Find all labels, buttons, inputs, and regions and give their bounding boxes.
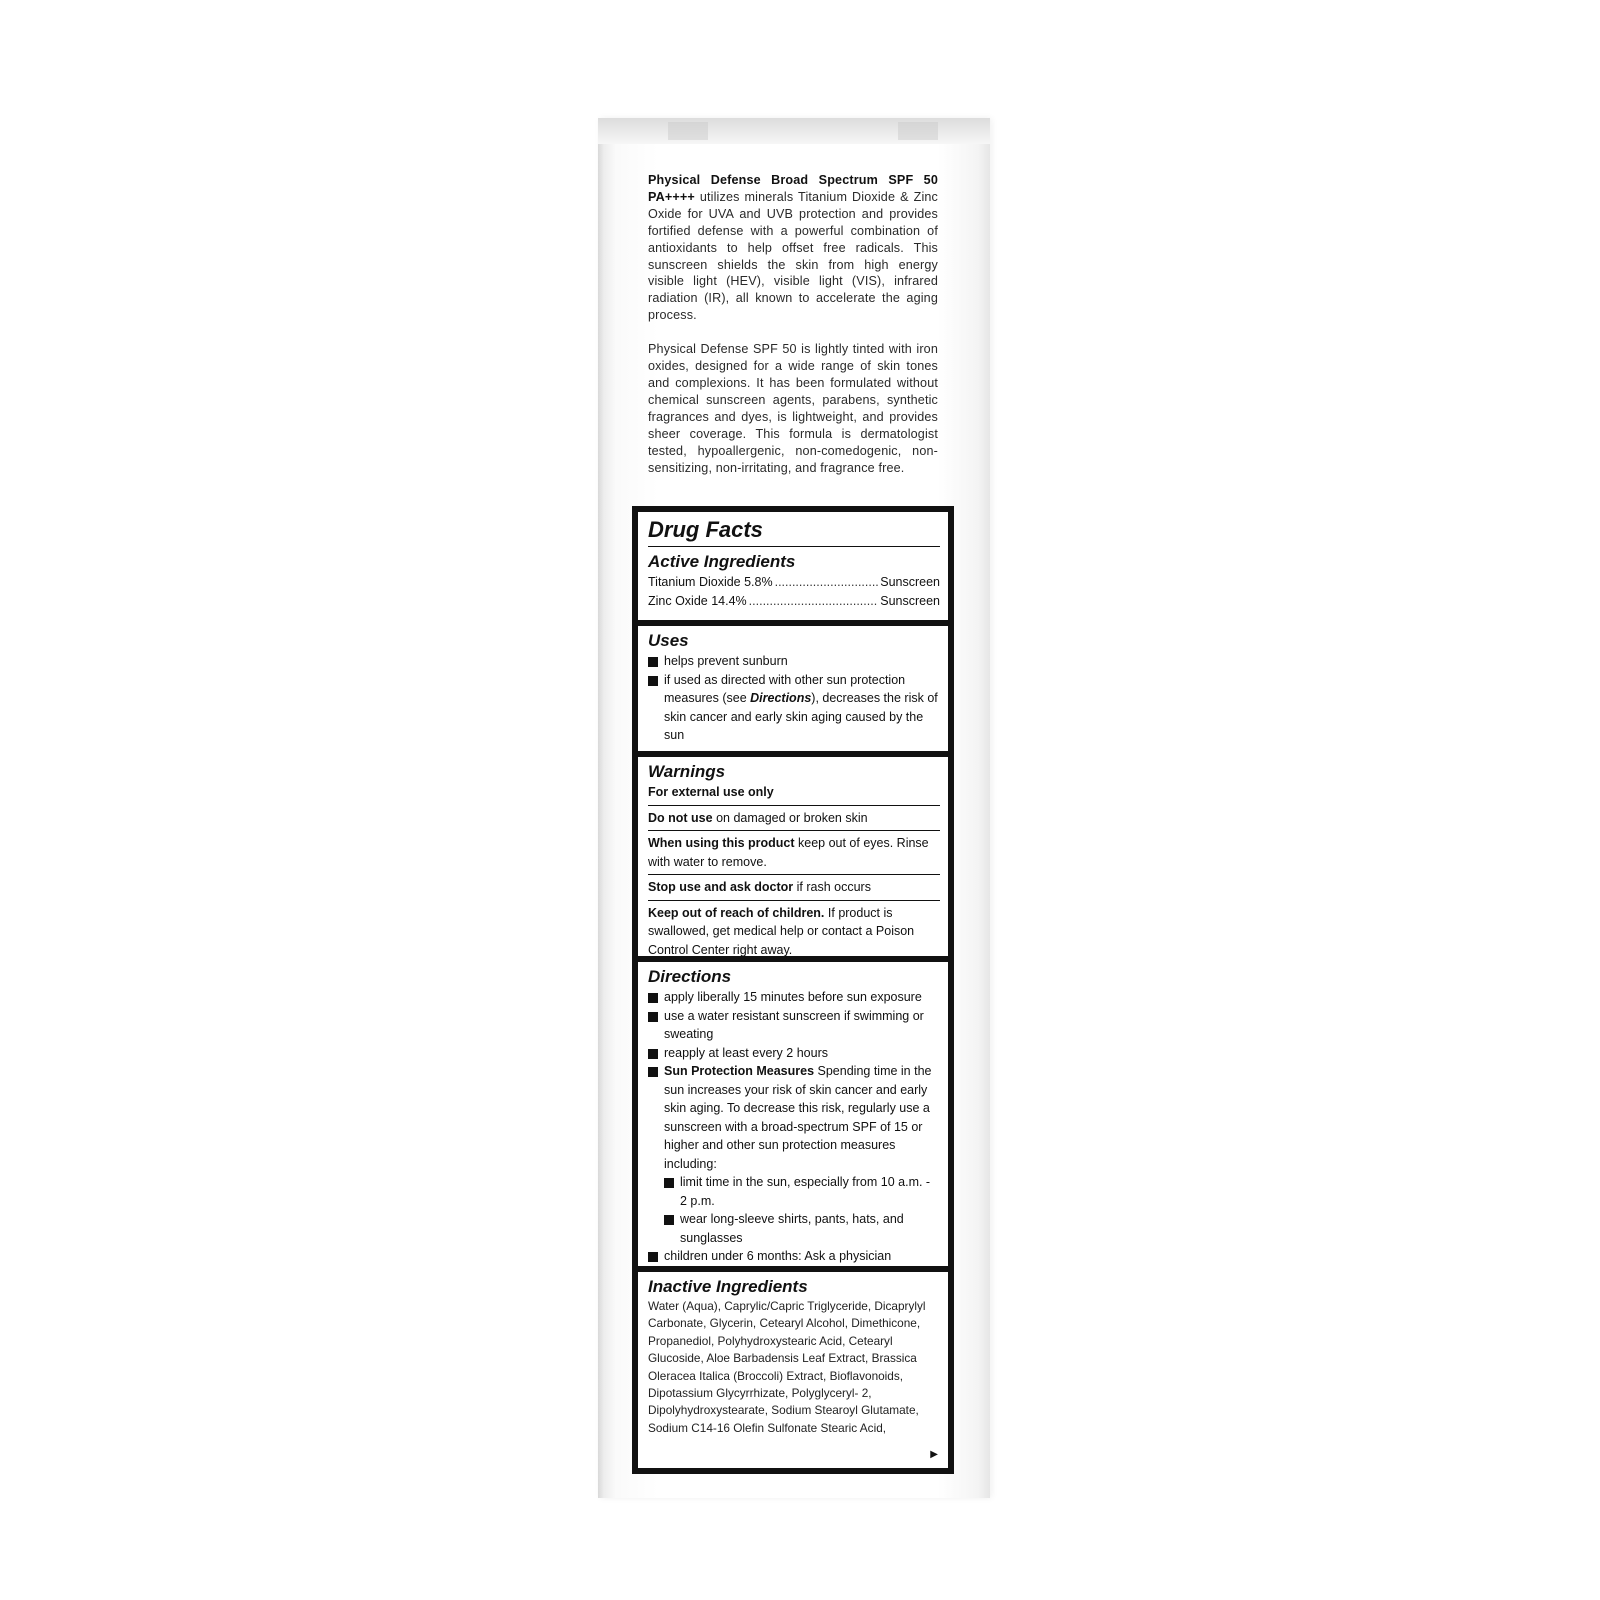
ingredient-name: Titanium Dioxide 5.8%: [648, 575, 773, 589]
directions-heading: Directions: [648, 967, 732, 986]
ingredient-row: [648, 573, 940, 592]
description-text: utilizes minerals Titanium Dioxide & Zinc Oxide for UVA and UVB protection and provides fortified defense with a powerful combination of antioxidants to help offset free radicals. This sunscreen shields the skin from high energy visible light (HEV), visible light (VIS), infrared radiation (IR), all known to accelerate the aging process.: [648, 189, 938, 323]
product-description: [648, 172, 938, 493]
bullet-square-icon: [648, 1067, 658, 1077]
directions-item: children under 6 months: Ask a physician: [648, 1247, 940, 1266]
warnings-section: [638, 757, 948, 956]
warnings-heading: Warnings: [648, 762, 726, 781]
active-ingredients-section: [638, 512, 948, 620]
inactive-ingredients-heading: Inactive Ingredients: [648, 1277, 808, 1296]
warning-line: For external use only: [648, 783, 940, 806]
bullet-square-icon: [664, 1215, 674, 1225]
bullet-square-icon: [648, 993, 658, 1003]
warning-line: Stop use and ask doctor if rash occurs: [648, 878, 940, 901]
drug-facts-title: Drug Facts: [648, 516, 940, 547]
box-top-flap: [598, 118, 990, 144]
tape-strip: [898, 122, 938, 140]
description-paragraph-2: Physical Defense SPF 50 is lightly tinted with iron oxides, designed for a wide range of skin tones and complexions. It has been formulated without chemical sunscreen agents, parabens, synthetic fragrances and dyes, is lightweight, and provides sheer coverage. This formula is dermatologist tested, hypoallergenic, non-comedogenic, non-sensitizing, non-irritating, and fragrance free.: [648, 342, 938, 475]
warning-line: Keep out of reach of children. If product is swallowed, get medical help or contact a Poison Control Center right away.: [648, 905, 915, 957]
ingredient-name: Zinc Oxide 14.4%: [648, 593, 747, 608]
warning-line: When using this product keep out of eyes. Rinse with water to remove.: [648, 834, 940, 875]
bullet-square-icon: [648, 1049, 658, 1059]
directions-subitem: wear long-sleeve shirts, pants, hats, and sunglasses: [648, 1210, 940, 1247]
uses-item: helps prevent sunburn: [648, 652, 940, 671]
description-paragraph-1: [648, 172, 938, 324]
warning-line: Do not use on damaged or broken skin: [648, 809, 940, 832]
directions-item: Sun Protection Measures Spending time in the sun increases your risk of skin cancer and early skin aging. To decrease this risk, regularly use a sunscreen with a broad-spectrum SPF of 15 or higher and other sun protection measures including:: [648, 1062, 940, 1173]
bullet-square-icon: [648, 657, 658, 667]
directions-subitem: limit time in the sun, especially from 10 a.m. - 2 p.m.: [648, 1173, 940, 1210]
inactive-ingredients-section: [638, 1272, 948, 1468]
tape-strip: [668, 122, 708, 140]
inactive-ingredients-text: Water (Aqua), Caprylic/Capric Triglyceride, Dicaprylyl Carbonate, Glycerin, Cetearyl Alcohol, Dimethicone, Propanediol, Polyhydroxystearic Acid, Cetearyl Glucoside, Aloe Barbadensis Leaf Extract, Brassica Oleracea Italica (Broccoli) Extract, Bioflavonoids, Dipotassium Glycyrrhizate, Polyglyceryl- 2, Dipolyhydroxystearate, Sodium Stearoyl Glutamate, Sodium C14-16 Olefin Sulfonate Stearic Acid,: [648, 1299, 926, 1435]
directions-item: reapply at least every 2 hours: [648, 1044, 940, 1063]
active-ingredients-heading: Active Ingredients: [648, 552, 796, 571]
directions-item: apply liberally 15 minutes before sun exposure: [648, 988, 940, 1007]
directions-section: [638, 962, 948, 1266]
uses-item: if used as directed with other sun protection measures (see Directions), decreases the risk of skin cancer and early skin aging caused by the sun: [648, 671, 940, 745]
dot-leader: [749, 592, 879, 611]
uses-heading: Uses: [648, 631, 689, 650]
directions-item: use a water resistant sunscreen if swimming or sweating: [648, 1007, 940, 1044]
bullet-square-icon: [648, 1252, 658, 1262]
bullet-square-icon: [648, 676, 658, 686]
dot-leader: [775, 573, 879, 592]
ingredient-purpose: Sunscreen: [880, 575, 940, 589]
uses-section: [638, 626, 948, 751]
bullet-square-icon: [648, 1012, 658, 1022]
ingredient-purpose: Sunscreen: [880, 593, 940, 608]
product-name: Physical Defense Broad Spectrum SPF 50 PA++++: [648, 173, 938, 204]
bullet-square-icon: [664, 1178, 674, 1188]
continue-arrow-icon: ▶: [930, 1449, 938, 1460]
ingredient-row: [648, 592, 940, 611]
drug-facts-panel: [632, 506, 954, 1474]
